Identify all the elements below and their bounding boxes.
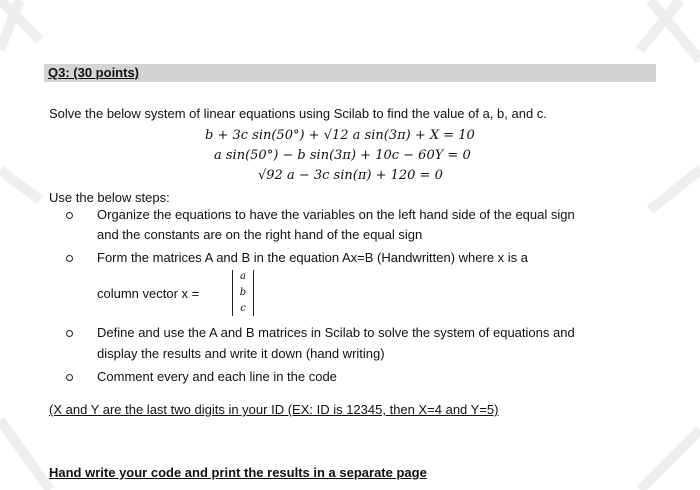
bullet-icon	[66, 212, 73, 219]
bullet-icon	[66, 330, 73, 337]
step-3-line-2: display the results and write it down (hand writing)	[97, 346, 385, 361]
footer-instruction: Hand write your code and print the results in a separate page	[49, 465, 427, 480]
vector-entry-c: c	[240, 303, 246, 314]
bullet-icon	[66, 374, 73, 381]
equation-3: √92 a − 3c sin(π) + 120 = 0	[258, 168, 443, 183]
equation-1: b + 3c sin(50°) + √12 a sin(3π) + X = 10	[205, 128, 475, 143]
step-1-line-1: Organize the equations to have the variables on the left hand side of the equal sign	[97, 207, 575, 222]
id-note: (X and Y are the last two digits in your ID (EX: ID is 12345, then X=4 and Y=5)	[49, 402, 499, 417]
vector-entry-a: a	[240, 271, 246, 282]
step-2-line-2: column vector x =	[97, 286, 200, 301]
column-vector	[232, 270, 254, 316]
equation-2: a sin(50°) − b sin(3π) + 10c − 60Y = 0	[214, 148, 471, 163]
vector-entry-b: b	[239, 287, 247, 298]
steps-heading: Use the below steps:	[49, 190, 170, 205]
question-header-bar	[44, 64, 656, 82]
problem-statement: Solve the below system of linear equations using Scilab to find the value of a, b, and c.	[49, 106, 547, 121]
step-4: Comment every and each line in the code	[97, 369, 337, 384]
bullet-icon	[66, 255, 73, 262]
question-header: Q3: (30 points)	[48, 65, 140, 80]
step-1-line-2: and the constants are on the right hand of the equal sign	[97, 227, 423, 242]
step-3-line-1: Define and use the A and B matrices in Scilab to solve the system of equations and	[97, 325, 575, 340]
step-2-line-1: Form the matrices A and B in the equation Ax=B (Handwritten) where x is a	[97, 250, 529, 265]
